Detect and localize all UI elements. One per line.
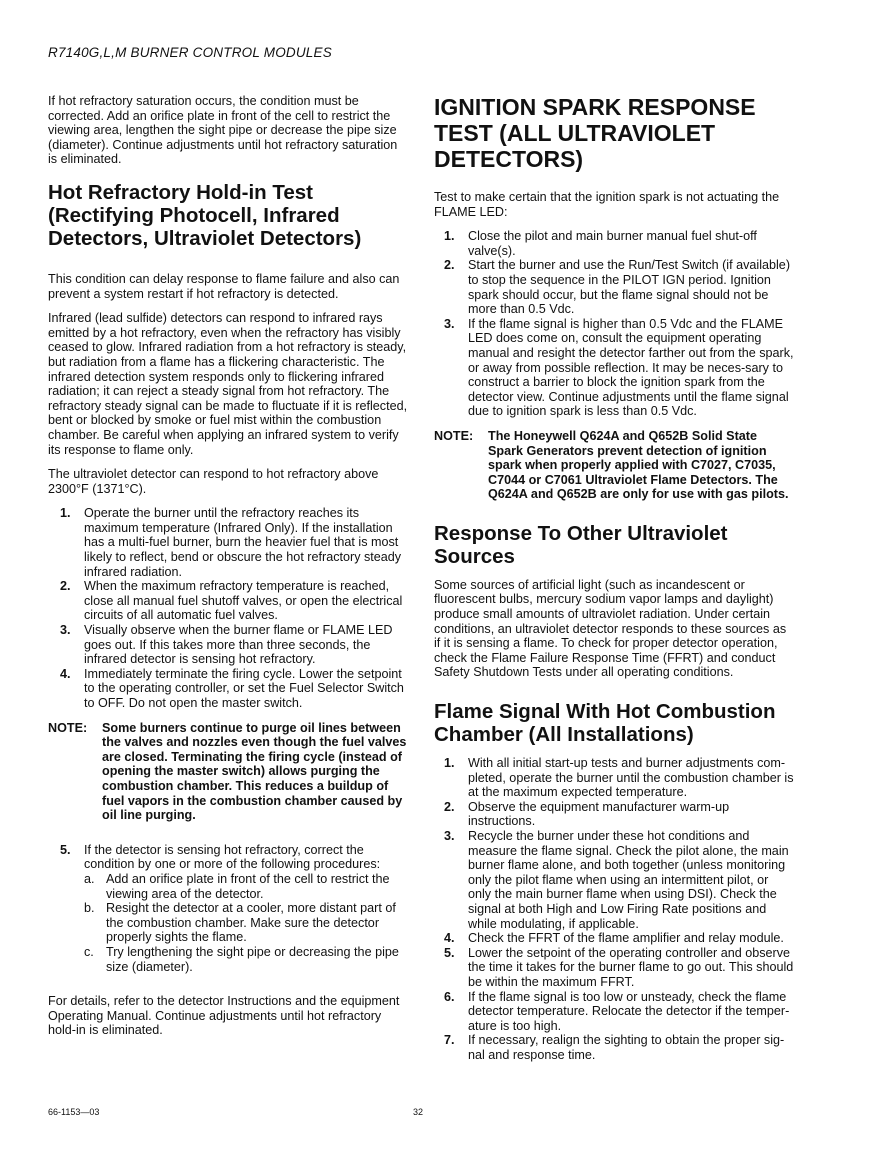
step-number: 2. [444, 258, 455, 273]
list-item [434, 800, 794, 829]
running-header: R7140G,L,M BURNER CONTROL MODULES [48, 45, 332, 60]
list-item [48, 843, 408, 974]
list-item [48, 667, 408, 711]
sub-procedure-list [84, 872, 408, 974]
step-number: 3. [60, 623, 71, 638]
step-text: Immediately terminate the firing cycle. Lower the setpoint to the operating controller, or set the Fuel Selector Switch to OFF. Do not open the master switch. [84, 666, 404, 710]
left-column [48, 94, 408, 1048]
list-item [434, 258, 794, 316]
list-item [434, 756, 794, 800]
list-item [48, 506, 408, 579]
step-number: 3. [444, 316, 455, 331]
list-item [434, 946, 794, 990]
sub-list-item [84, 901, 408, 945]
list-item [434, 229, 794, 258]
procedure-list [434, 756, 794, 1062]
paragraph: Infrared (lead sulfide) detectors can respond to infrared rays emitted by a hot refractory, even when the refractory has visibly ceased to glow. Infrared radiation from a hot refractory is steady, but radiation from a flame has a flickering characteristic. The infrared detection system responds only to flickering infrared radiation; it can reject a steady signal from hot refractory. The refractory steady signal can be made to fluctuate if it is reflected, bent or blocked by smoke or fuel mist within the combustion chamber. Be careful when applying an infrared system to verify its response to flame only. [48, 311, 408, 457]
step-number: 5. [60, 842, 71, 857]
step-number: 3. [444, 829, 455, 843]
sub-text: Add an orifice plate in front of the cell to restrict the viewing area of the detector. [106, 871, 390, 901]
step-text: Lower the setpoint of the operating controller and observe the time it takes for the burner flame to go out. This should be within the maximum FFRT. [468, 945, 794, 989]
list-item [434, 317, 794, 419]
step-number: 1. [444, 229, 455, 244]
paragraph: Some sources of artificial light (such as incandescent or fluorescent bulbs, mercury sodium vapor lamps and daylight) produce small amounts of ultraviolet radiation. Under certain conditions, an ultraviolet detector responds to these sources as if it is sensing a flame. To check for proper detector operation, check the Flame Failure Response Time (FFRT) and conduct Safety Shutdown Tests under all operating conditions. [434, 577, 787, 680]
procedure-list-continued [48, 843, 408, 974]
step-number: 2. [444, 799, 455, 814]
step-number: 5. [444, 945, 455, 960]
page-number: 32 [413, 1107, 424, 1117]
list-item [48, 579, 408, 623]
section-heading-hot-refractory: Hot Refractory Hold-in Test (Rectifying Photocell, Infrared Detectors, Ultraviolet Detectors) [48, 180, 362, 250]
step-text: Start the burner and use the Run/Test Switch (if available) to stop the sequence in the PILOT IGN period. Ignition spark should occur, but the flame signal should not be more than 0.5 Vdc. [468, 258, 791, 317]
right-column [434, 94, 794, 1073]
step-text: Close the pilot and main burner manual fuel shut-off valve(s). [468, 229, 757, 258]
sub-letter: a. [84, 871, 95, 886]
sub-letter: b. [84, 901, 95, 916]
sub-text: Try lengthening the sight pipe or decreasing the pipe size (diameter). [106, 944, 399, 974]
step-text: If the flame signal is too low or unsteady, check the flame detector temperature. Relocate the detector if the temper-ature is too high. [468, 989, 790, 1033]
procedure-list [48, 506, 408, 710]
step-number: 1. [444, 756, 455, 771]
step-text: Visually observe when the burner flame or FLAME LED goes out. If this takes more than three seconds, the infrared detector is sensing hot refractory. [84, 623, 393, 667]
intro-paragraph: If hot refractory saturation occurs, the condition must be corrected. Add an orifice plate in front of the cell to restrict the viewing area, lengthen the sight pipe or decrease the pipe size (diameter). Continue adjustments until hot refractory saturation is eliminated. [48, 94, 398, 167]
step-text: Recycle the burner under these hot conditions and measure the flame signal. Check the pilot alone, the main burner flame alone, and both together (unless monitoring only the pilot flame when using an intermittent pilot, or only the main burner flame when using DSI). Check the signal at both High and Low Firing Rate positions and while modulating, if applicable. [468, 829, 789, 931]
step-number: 4. [444, 931, 455, 946]
sub-list-item [84, 872, 408, 901]
step-text: If necessary, realign the sighting to obtain the proper sig-nal and response time. [468, 1033, 785, 1062]
note-label: NOTE: [48, 720, 88, 735]
step-text: If the flame signal is higher than 0.5 Vdc and the FLAME LED does come on, consult the equipment operating manual and resight the detector farther out from the spark, or away from possible reflection. It may be neces-sary to construct a barrier to block the ignition spark from the detector view. Continue adjustments until the flame signal due to ignition spark is less than 0.5 Vdc. [468, 316, 794, 419]
paragraph: This condition can delay response to flame failure and also can prevent a system restart if hot refractory is detected. [48, 271, 400, 301]
sub-text: Resight the detector at a cooler, more distant part of the combustion chamber. Make sure the detector properly sights the flame. [106, 901, 396, 945]
section-heading-hot-combustion-chamber: Flame Signal With Hot Combustion Chamber (All Installations) [434, 700, 776, 747]
note-text: Some burners continue to purge oil lines between the valves and nozzles even though the fuel valves are closed. Terminating the firing cycle (instead of opening the master switch) allows purging the combustion chamber. This reduces a buildup of fuel vapors in the combustion chamber caused by oil line purging. [102, 720, 407, 823]
step-text: When the maximum refractory temperature is reached, close all manual fuel shutoff valves, or open the electrical circuits of all automatic fuel valves. [84, 579, 403, 623]
step-number: 4. [60, 666, 71, 681]
step-text: With all initial start-up tests and burner adjustments com-pleted, operate the burner until the combustion chamber is at the maximum expected temperature. [468, 756, 794, 800]
procedure-list [434, 229, 794, 419]
note-label: NOTE: [434, 428, 474, 443]
paragraph: Test to make certain that the ignition spark is not actuating the FLAME LED: [434, 190, 780, 219]
note-block [434, 429, 794, 502]
sub-list-item [84, 945, 408, 974]
paragraph: The ultraviolet detector can respond to hot refractory above 2300°F (1371°C). [48, 467, 379, 496]
list-item [434, 1033, 794, 1062]
step-number: 7. [444, 1033, 455, 1048]
step-number: 6. [444, 989, 455, 1004]
list-item [48, 623, 408, 667]
step-text: Check the FFRT of the flame amplifier and relay module. [468, 931, 784, 946]
list-item [434, 931, 794, 946]
step-number: 1. [60, 506, 71, 521]
note-text: The Honeywell Q624A and Q652B Solid State Spark Generators prevent detection of ignition spark when properly applied with C7027, C7035, C7044 or C7061 Ultraviolet Flame Detectors. The Q624A and Q652B are only for use with gas pilots. [488, 428, 789, 502]
step-text: Operate the burner until the refractory reaches its maximum temperature (Infrared Only). If the installation has a multi-fuel burner, burn the heavier fuel that is most likely to reflect, bend or obscure the hot refractory steady infrared radiation. [84, 506, 402, 579]
list-item [434, 990, 794, 1034]
step-number: 2. [60, 579, 71, 594]
section-heading-other-uv-sources: Response To Other Ultraviolet Sources [434, 521, 728, 568]
document-number: 66-1153—03 [48, 1107, 100, 1117]
step-text: If the detector is sensing hot refractory, correct the condition by one or more of the following procedures: [84, 842, 381, 872]
note-block [48, 721, 408, 823]
list-item [434, 829, 794, 931]
section-heading-ignition-spark: IGNITION SPARK RESPONSE TEST (ALL ULTRAVIOLET DETECTORS) [434, 94, 756, 172]
sub-letter: c. [84, 944, 94, 959]
closing-paragraph: For details, refer to the detector Instructions and the equipment Operating Manual. Continue adjustments until hot refractory hold-in is eliminated. [48, 994, 400, 1038]
step-text: Observe the equipment manufacturer warm-up instructions. [468, 799, 730, 829]
